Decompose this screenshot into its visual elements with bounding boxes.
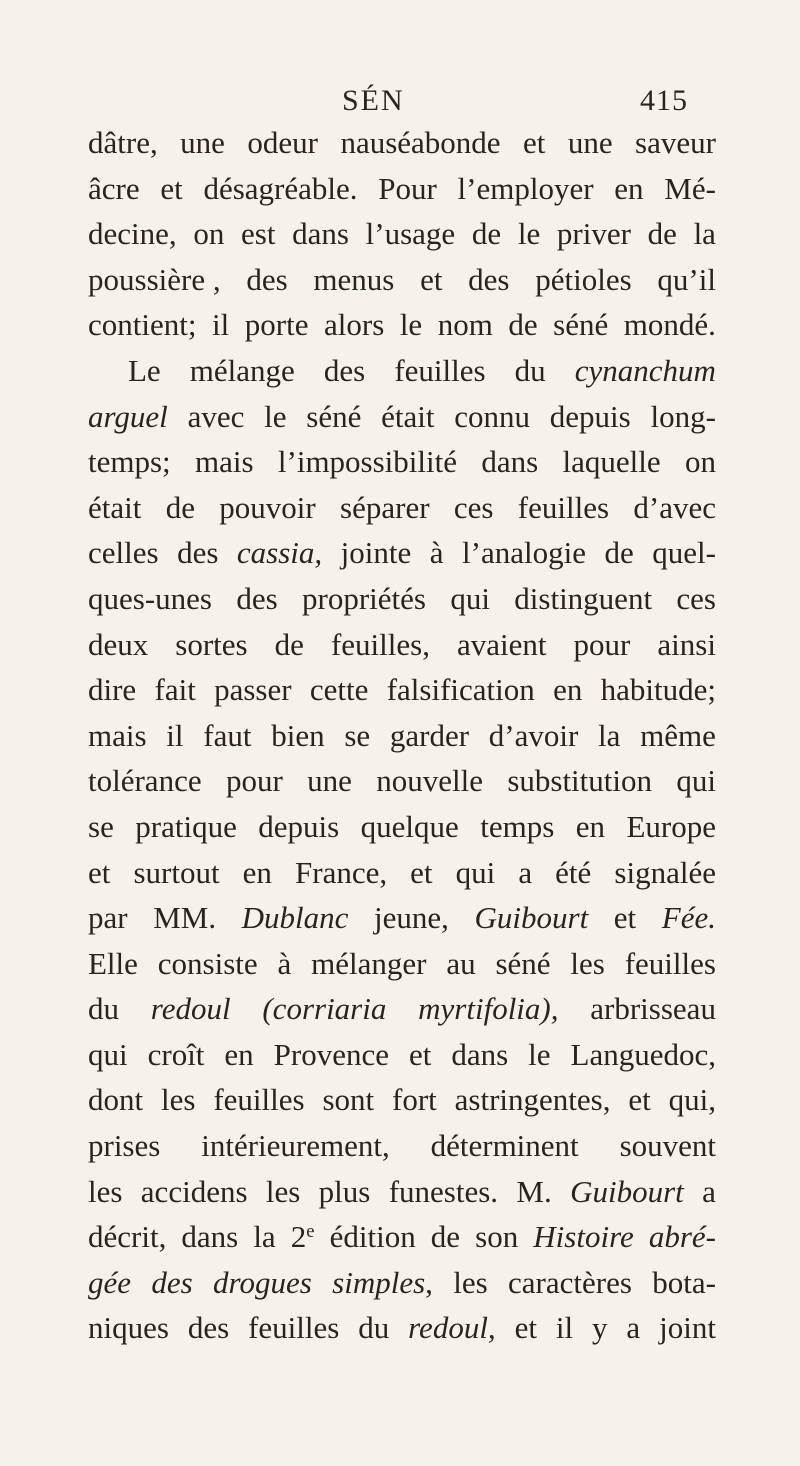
body-text [88, 120, 716, 1351]
running-head [0, 84, 800, 124]
word: faut [203, 717, 252, 753]
word: drogues [213, 1264, 312, 1300]
word: séné [553, 307, 609, 343]
ordinal-number: 2 [290, 1219, 307, 1255]
word: du [88, 991, 119, 1027]
word: qu’il [657, 261, 716, 297]
word: et [408, 1036, 432, 1072]
word: feuilles [394, 352, 486, 388]
word: nauséabonde [340, 125, 501, 160]
word: abré- [648, 1219, 716, 1255]
text-line [88, 485, 716, 531]
word: redoul [150, 991, 231, 1027]
word: a [702, 1173, 716, 1209]
word: Elle [88, 945, 138, 981]
text-line [88, 394, 716, 440]
word: édition [329, 1219, 416, 1255]
word: plus [318, 1173, 371, 1209]
text-line [88, 348, 716, 394]
word: celles [88, 535, 159, 571]
text-line [88, 1032, 716, 1078]
word: porte [244, 307, 309, 343]
word: feuilles [624, 945, 716, 981]
word: du [514, 352, 546, 388]
word: fort [392, 1082, 437, 1118]
word: Fée. [661, 900, 716, 936]
word: pouvoir [219, 489, 316, 525]
word: en [242, 854, 272, 890]
word: jointe [340, 535, 412, 571]
word: et [628, 1082, 651, 1118]
word: cynanchum [574, 352, 716, 388]
word: cette [309, 672, 369, 708]
word: quelque [360, 808, 459, 844]
word: la [598, 717, 621, 753]
word: une [307, 763, 352, 799]
word: et [420, 261, 443, 297]
word: et [88, 854, 111, 890]
text-line [88, 1077, 716, 1123]
word: au [446, 945, 476, 981]
word: des [323, 352, 366, 388]
word: les [453, 1264, 488, 1300]
word: dire [88, 672, 137, 708]
word: le [399, 307, 423, 343]
word: l’usage [365, 216, 456, 252]
word: par [88, 900, 128, 936]
word: Mé- [664, 170, 716, 206]
word: alors [324, 307, 385, 343]
word: y [592, 1310, 608, 1346]
word: redoul, [408, 1310, 496, 1346]
text-line [88, 713, 716, 759]
word: à [277, 945, 292, 981]
text-line [88, 1260, 716, 1306]
word: falsification [386, 672, 535, 708]
word: se [88, 808, 114, 844]
word: et [523, 125, 546, 160]
word: feuilles, [330, 626, 430, 662]
text-line [88, 758, 716, 804]
text-line [88, 439, 716, 485]
word: des [236, 580, 278, 616]
word: feuilles [213, 1082, 305, 1118]
word: en [553, 672, 583, 708]
word: temps; [88, 444, 171, 480]
word: avaient [456, 626, 547, 662]
word: prises [88, 1128, 161, 1164]
word: myrtifolia), [418, 991, 559, 1027]
word: déterminent [430, 1128, 579, 1164]
word: funestes. [388, 1173, 499, 1209]
word: intérieurement, [201, 1128, 390, 1164]
word: long- [650, 398, 716, 434]
word: de [508, 307, 538, 343]
word: decine, [88, 216, 177, 252]
word: sont [322, 1082, 375, 1118]
word: niques [88, 1310, 169, 1346]
word: se [344, 717, 371, 753]
word: on [193, 216, 225, 252]
word: priver [556, 216, 631, 252]
word: il [212, 307, 230, 343]
word: séné [306, 398, 362, 434]
text-line [88, 211, 716, 257]
word: souvent [619, 1128, 716, 1164]
word: les [161, 1082, 196, 1118]
text-line [88, 166, 716, 212]
word: du [358, 1310, 390, 1346]
word: en [575, 808, 605, 844]
word: simples, [332, 1264, 433, 1300]
word: ainsi [657, 626, 716, 662]
word: bota- [652, 1264, 716, 1300]
word: dans [181, 1219, 239, 1255]
edition-ordinal [291, 1214, 315, 1260]
word: dans [481, 444, 539, 480]
text-line [88, 941, 716, 987]
ordinal-superscript: e [306, 1221, 315, 1243]
word: caractères [508, 1264, 632, 1300]
word: le [264, 398, 287, 434]
word: propriétés [302, 580, 426, 616]
word: qui [676, 763, 716, 799]
word: temps [480, 808, 555, 844]
word: séné [495, 945, 551, 981]
word: mais [195, 444, 254, 480]
word: d’avoir [488, 717, 579, 753]
word: pour [225, 763, 283, 799]
text-line [88, 850, 716, 896]
text-line [88, 622, 716, 668]
word: pratique [135, 808, 237, 844]
word: des [468, 261, 510, 297]
text-line [88, 530, 716, 576]
word: mais [88, 717, 147, 753]
word: même [640, 717, 716, 753]
text-line [88, 1214, 716, 1260]
word: qui [455, 854, 496, 890]
word: quel- [652, 535, 716, 571]
word: les [570, 945, 605, 981]
word: et [410, 854, 433, 890]
word: mélanger [311, 945, 427, 981]
word: dâtre, [88, 125, 158, 160]
word: Languedoc, [570, 1036, 716, 1072]
text-line [88, 1305, 716, 1351]
word: l’employer [457, 170, 594, 206]
word: Europe [626, 808, 716, 844]
word: deux [88, 626, 149, 662]
word: laquelle [562, 444, 661, 480]
word: feuilles [517, 489, 610, 525]
word: et [613, 900, 637, 936]
word: nouvelle [376, 763, 483, 799]
word: contient; [88, 307, 197, 343]
word: et [160, 170, 183, 206]
word: dans [292, 216, 349, 252]
text-line [88, 1123, 716, 1169]
word: saveur [635, 125, 716, 160]
word: qui, [668, 1082, 716, 1118]
word: le [517, 216, 541, 252]
word: Guibourt [474, 900, 589, 936]
text-line [88, 1169, 716, 1215]
running-title: SÉN [342, 84, 405, 117]
word: tolérance [88, 763, 202, 799]
word: passer [214, 672, 292, 708]
word: sortes [175, 626, 248, 662]
word: séparer [340, 489, 430, 525]
text-line [88, 576, 716, 622]
word: de [165, 489, 195, 525]
word: nom [437, 307, 493, 343]
word: la [693, 216, 716, 252]
word: substitution [507, 763, 653, 799]
word: des [246, 261, 288, 297]
text-line [88, 986, 716, 1032]
word: on [684, 444, 716, 480]
word: des [151, 1264, 193, 1300]
word: Histoire [533, 1219, 634, 1255]
word: décrit, [88, 1219, 167, 1255]
text-line [88, 804, 716, 850]
word: a [626, 1310, 641, 1346]
word: odeur [247, 125, 318, 160]
word: qui [450, 580, 490, 616]
word: désagréable. [203, 170, 358, 206]
word: en [224, 1036, 254, 1072]
word: de [430, 1219, 461, 1255]
word: pétioles [535, 261, 632, 297]
word: des [187, 1310, 230, 1346]
word: Dublanc [241, 900, 349, 936]
word: bien [271, 717, 325, 753]
word: d’avec [633, 489, 716, 525]
word: croît [147, 1036, 205, 1072]
word: et [514, 1310, 537, 1346]
text-line [88, 257, 716, 303]
word: France, [295, 854, 388, 890]
word: Guibourt [570, 1173, 684, 1209]
word: mondé. [623, 307, 716, 343]
word: signalée [614, 854, 716, 890]
word: connu [454, 398, 530, 434]
word: poussière , [88, 261, 221, 297]
word: gée [88, 1264, 132, 1300]
word: son [475, 1219, 519, 1255]
word: surtout [133, 854, 220, 890]
word: depuis [258, 808, 340, 844]
word: le [528, 1036, 551, 1072]
word: arguel [88, 398, 168, 434]
text-line [88, 302, 716, 348]
word: pour [573, 626, 631, 662]
word: M. [516, 1173, 552, 1209]
word: MM. [153, 900, 217, 936]
word: ces [676, 580, 716, 616]
word: Provence [273, 1036, 389, 1072]
word: est [241, 216, 276, 252]
word: les [265, 1173, 301, 1209]
word: la [253, 1219, 276, 1255]
word: de [471, 216, 502, 252]
word: garder [389, 717, 470, 753]
word: de [647, 216, 677, 252]
word: distinguent [514, 580, 653, 616]
word: de [604, 535, 634, 571]
word: il [166, 717, 184, 753]
word: âcre [88, 170, 140, 206]
word: astringentes, [454, 1082, 611, 1118]
text-line [88, 667, 716, 713]
word: accidens [140, 1173, 248, 1209]
word: arbrisseau [590, 991, 716, 1027]
word: fait [154, 672, 196, 708]
text-line [88, 120, 716, 166]
word: mélange [189, 352, 295, 388]
word: une [567, 125, 613, 160]
text-line [88, 895, 716, 941]
word: qui [88, 1036, 128, 1072]
word: Pour [378, 170, 437, 206]
word: l’analogie [462, 535, 586, 571]
word: était [88, 489, 142, 525]
word: a [518, 854, 533, 890]
word: il [555, 1310, 574, 1346]
word: les [88, 1173, 123, 1209]
word: habitude; [600, 672, 716, 708]
word: avec [187, 398, 245, 434]
word: feuilles [248, 1310, 340, 1346]
word: Le [128, 352, 161, 388]
word: jeune, [374, 900, 449, 936]
word: dont [88, 1082, 144, 1118]
word: menus [313, 261, 395, 297]
word: depuis [549, 398, 631, 434]
page-number: 415 [640, 84, 688, 117]
word: était [381, 398, 435, 434]
word: (corriaria [262, 991, 387, 1027]
word: cassia, [236, 535, 323, 571]
word: des [177, 535, 219, 571]
word: consiste [157, 945, 258, 981]
word: à [429, 535, 444, 571]
word: l’impossibilité [277, 444, 458, 480]
word: une [180, 125, 225, 160]
word: ces [453, 489, 494, 525]
word: ques-unes [88, 580, 212, 616]
word: dans [451, 1036, 509, 1072]
word: de [274, 626, 304, 662]
word: été [555, 854, 592, 890]
word: joint [659, 1310, 716, 1346]
word: en [614, 170, 644, 206]
